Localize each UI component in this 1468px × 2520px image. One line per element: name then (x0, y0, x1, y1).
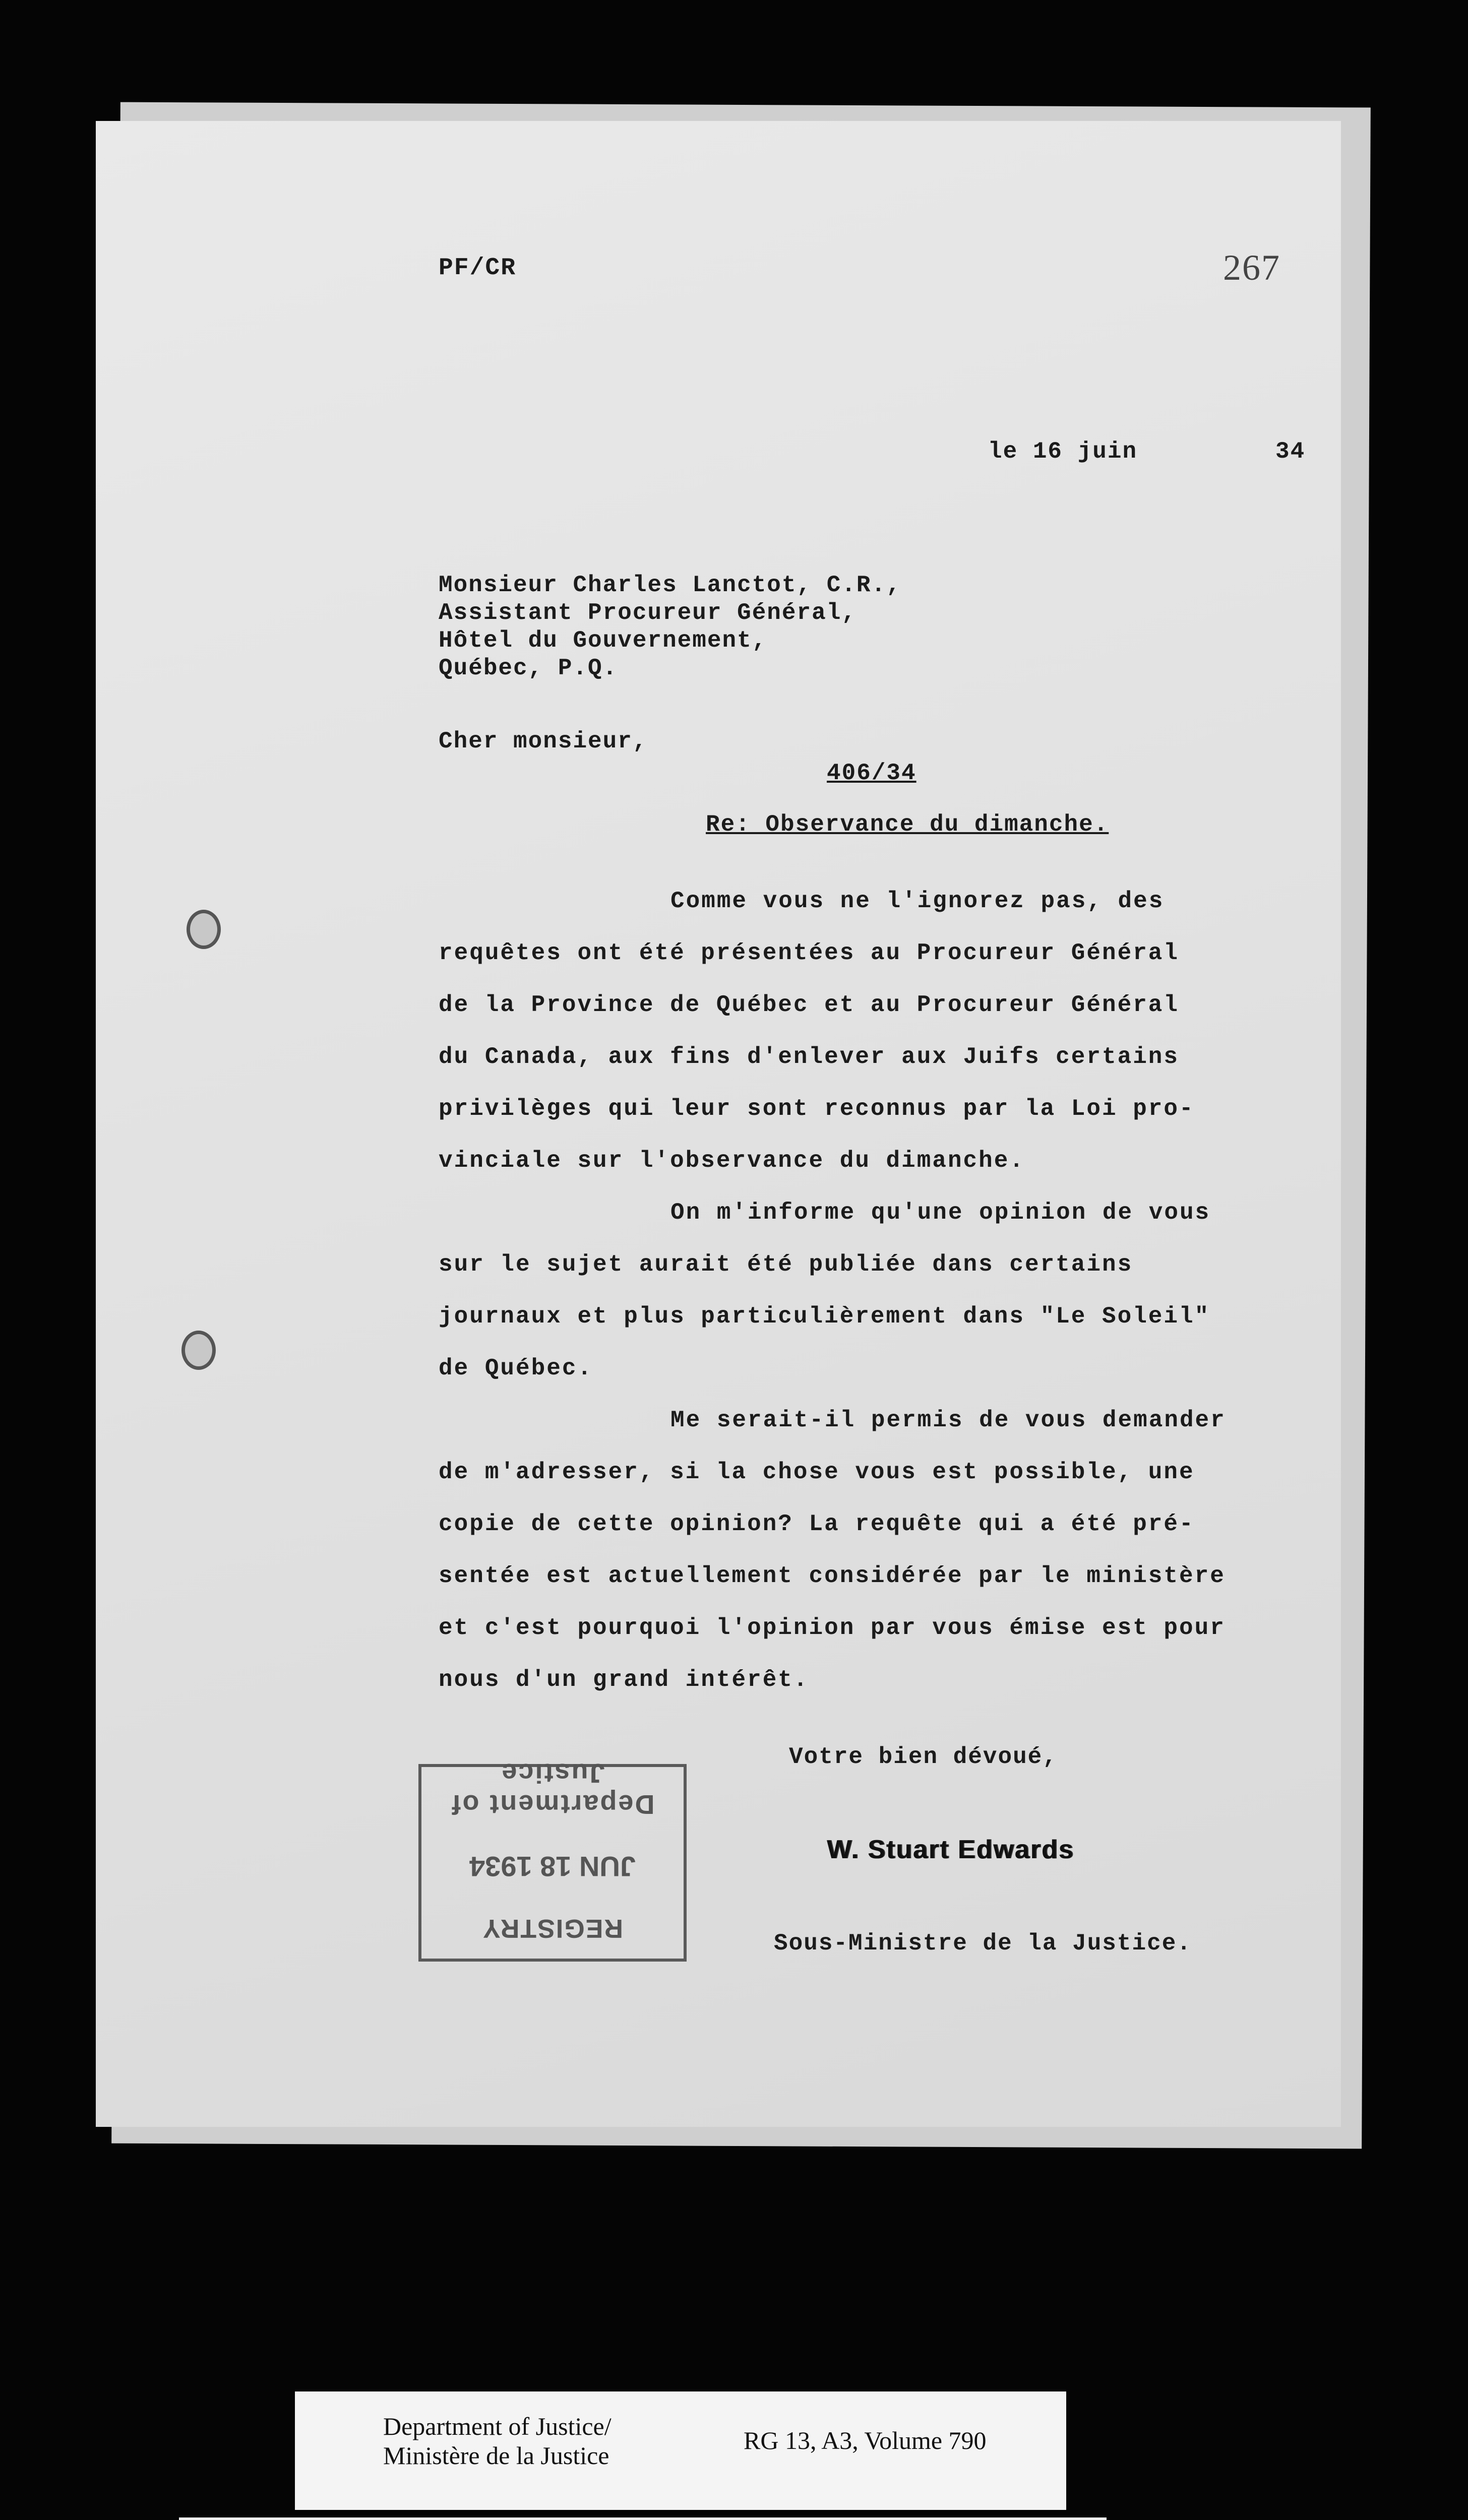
department-line-fr: Ministère de la Justice (383, 2441, 609, 2470)
subject-line: Re: Observance du dimanche. (706, 811, 1109, 838)
salutation: Cher monsieur, (439, 728, 648, 754)
public-archives-banner (179, 2517, 1107, 2520)
registry-stamp (418, 1758, 687, 1962)
department-line-en: Department of Justice/ (383, 2412, 611, 2440)
body-line: du Canada, aux fins d'enlever aux Juifs certains (439, 1044, 1180, 1070)
body-line: Comme vous ne l'ignorez pas, des (670, 888, 1165, 914)
body-line: de Québec. (439, 1355, 593, 1381)
file-number: 406/34 (827, 760, 916, 786)
stamp-registry-text: REGISTRY (482, 1914, 623, 1943)
letter-date: le 16 juin (988, 438, 1138, 465)
page-number: 267 (1223, 247, 1280, 288)
body-line: et c'est pourquoi l'opinion par vous émise est pour (439, 1615, 1226, 1641)
stamp-department: Department of Justice (450, 1758, 655, 1819)
address-line: Assistant Procureur Général, (439, 600, 857, 626)
department-name (383, 2412, 611, 2470)
signature-title: Sous-Ministre de la Justice. (774, 1930, 1192, 1957)
letter-page (96, 121, 1341, 2127)
letter-year: 34 (1275, 438, 1306, 465)
address-line: Monsieur Charles Lanctot, C.R., (439, 572, 901, 598)
address-line: Québec, P.Q. (439, 655, 618, 681)
stamp-date: JUN 18 1934 (469, 1851, 636, 1882)
record-group-reference: RG 13, A3, Volume 790 (744, 2426, 987, 2454)
closing: Votre bien dévoué, (789, 1744, 1058, 1770)
body-line: sur le sujet aurait été publiée dans certains (439, 1251, 1133, 1278)
address-line: Hôtel du Gouvernement, (439, 627, 767, 654)
body-line: vinciale sur l'observance du dimanche. (439, 1148, 1025, 1174)
archive-reference-label (295, 2391, 1066, 2510)
body-line: Me serait-il permis de vous demander (670, 1407, 1226, 1433)
signature: W. Stuart Edwards (827, 1835, 1074, 1864)
punch-hole (181, 1331, 216, 1370)
body-line: de m'adresser, si la chose vous est possible, une (439, 1459, 1195, 1485)
body-line: copie de cette opinion? La requête qui a été pré- (439, 1511, 1195, 1537)
body-line: nous d'un grand intérêt. (439, 1667, 809, 1693)
body-line: de la Province de Québec et au Procureur Général (439, 992, 1180, 1018)
body-line: journaux et plus particulièrement dans "Le Soleil" (439, 1303, 1210, 1330)
body-line: requêtes ont été présentées au Procureur Général (439, 940, 1180, 966)
body-line: On m'informe qu'une opinion de vous (670, 1200, 1211, 1226)
punch-hole (187, 910, 221, 949)
body-line: sentée est actuellement considérée par le ministère (439, 1563, 1226, 1589)
body-line: privilèges qui leur sont reconnus par la Loi pro- (439, 1096, 1195, 1122)
reference-initials: PF/CR (439, 255, 517, 282)
